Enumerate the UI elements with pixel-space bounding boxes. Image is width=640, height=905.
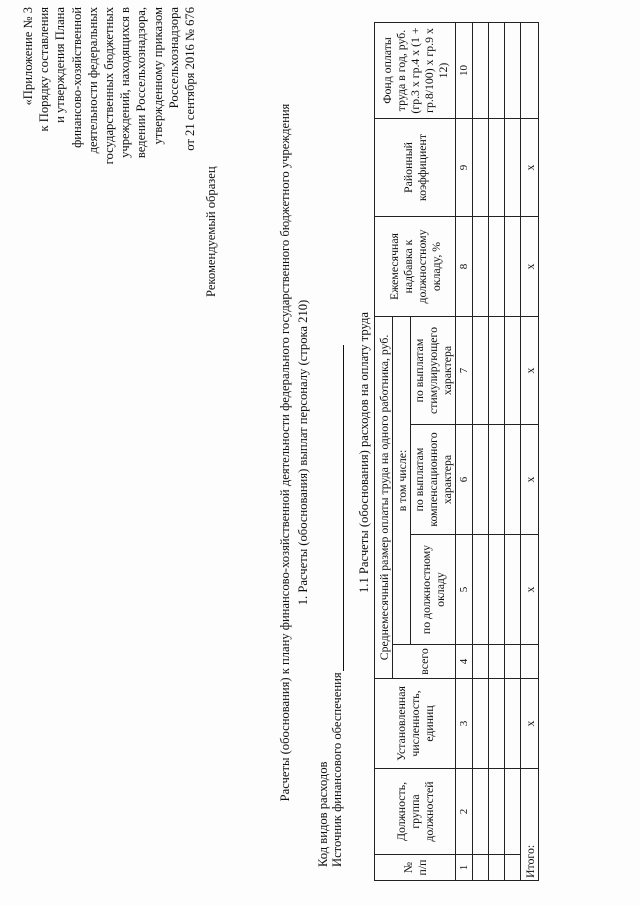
table-cell[interactable] [489,217,505,317]
table-cell[interactable] [489,645,505,679]
payroll-table [374,22,539,881]
header-row [375,23,393,881]
total-cell: x [521,425,539,535]
table-cell[interactable] [473,769,489,855]
column-number: 8 [456,217,473,317]
column-number: 2 [456,769,473,855]
header-staff-count: Установленная численность, единиц [375,679,456,769]
section-title: 1. Расчеты (обоснования) выплат персоналу (строка 210) [296,299,310,606]
table-cell[interactable] [473,119,489,217]
header-incentive: по выплатам стимулирующего характера [411,317,456,425]
appendix-header [20,7,198,297]
table-cell[interactable] [473,317,489,425]
header-total: всего [393,645,456,679]
total-label: Итого: [521,769,539,881]
table-cell[interactable] [489,425,505,535]
recommended-sample-note: Рекомендуемый образец [204,166,218,297]
total-cell: x [521,119,539,217]
appendix-line: учреждений, находящихся в [118,7,133,158]
total-cell: x [521,317,539,425]
table-cell[interactable] [473,645,489,679]
column-number-row [456,23,473,881]
table-cell[interactable] [505,217,521,317]
table-cell[interactable] [473,679,489,769]
appendix-line: деятельности федеральных [85,7,100,154]
document-title: Расчеты (обоснования) к плану финансово-хозяйственной деятельности федерального государственного бюджетного учреждения [278,103,292,802]
appendix-line: финансово-хозяйственной [69,7,84,148]
table-row [473,23,489,881]
table-cell[interactable] [489,119,505,217]
table-cell[interactable] [473,23,489,119]
table-cell[interactable] [505,645,521,679]
header-monthly-bonus: Ежемесячная надбавка к должностному окладу, % [375,217,456,317]
table-cell[interactable] [505,119,521,217]
funding-source-blank-line [343,345,344,671]
appendix-line: и утверждения Плана [53,7,68,123]
table-cell[interactable] [505,769,521,855]
table-cell[interactable] [489,769,505,855]
total-cell: x [521,217,539,317]
column-number: 9 [456,119,473,217]
table-row [489,23,505,881]
table-cell[interactable] [473,217,489,317]
table-cell[interactable] [505,679,521,769]
header-compensation: по выплатам компенсационного характера [411,425,456,535]
appendix-line: Россельхознадзора [166,7,181,109]
column-number: 4 [456,645,473,679]
appendix-line: «Приложение № 3 [21,7,35,106]
subsection-title: 1.1 Расчеты (обоснования) расходов на оплату труда [357,312,371,593]
total-cell [521,645,539,679]
column-number: 1 [456,855,473,881]
header-avg-salary: Среднемесячный размер оплаты труда на одного работника, руб. [375,317,393,679]
table-row [505,23,521,881]
table-cell[interactable] [489,23,505,119]
header-position: Должность, группа должностей [375,769,456,855]
table-cell[interactable] [505,317,521,425]
total-cell: x [521,535,539,645]
table-cell[interactable] [473,535,489,645]
column-number: 5 [456,535,473,645]
header-annual-fund: Фонд оплаты труда в год, руб. (гр.3 х гр.4 х (1 + гр.8/100) х гр.9 х 12) [375,23,456,119]
table-cell[interactable] [489,679,505,769]
table-cell[interactable] [473,855,489,881]
column-number: 3 [456,679,473,769]
appendix-line: к Порядку составления [37,7,52,132]
funding-source-label: Источник финансового обеспечения [330,672,344,867]
column-number: 10 [456,23,473,119]
total-cell: x [521,679,539,769]
header-official-salary: по должностному окладу [411,535,456,645]
column-number: 7 [456,317,473,425]
total-row [521,23,539,881]
table-cell[interactable] [505,855,521,881]
header-regional-coefficient: Районный коэффициент [375,119,456,217]
column-number: 6 [456,425,473,535]
table-cell[interactable] [489,535,505,645]
header-num: № п/п [375,855,456,881]
appendix-line: государственных бюджетных [102,7,117,165]
total-cell [521,23,539,119]
header-including: в том числе: [393,317,411,645]
table-cell[interactable] [473,425,489,535]
appendix-line: от 21 сентября 2016 № 676 [183,7,198,151]
table-cell[interactable] [489,855,505,881]
expense-code-label: Код видов расходов [316,761,330,867]
table-cell[interactable] [505,535,521,645]
table-cell[interactable] [505,23,521,119]
table-cell[interactable] [505,425,521,535]
appendix-line: ведении Россельхознадзора, [134,7,149,159]
table-cell[interactable] [489,317,505,425]
appendix-line: утвержденному приказом [150,7,165,145]
